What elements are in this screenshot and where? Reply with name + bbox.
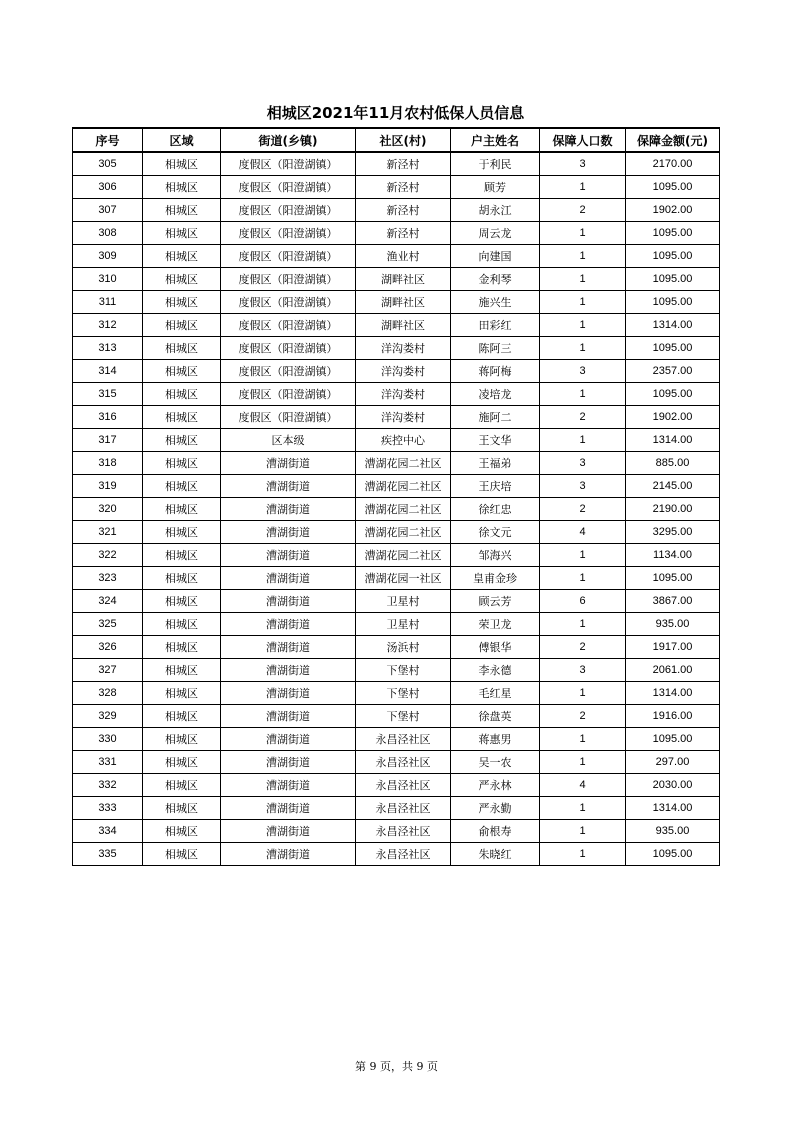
table-row xyxy=(73,521,720,544)
cell-amount: 1095.00 xyxy=(626,291,720,314)
column-header-street: 街道(乡镇) xyxy=(221,128,356,152)
cell-street: 漕湖街道 xyxy=(221,544,356,567)
cell-covered-persons: 1 xyxy=(540,751,626,774)
cell-amount: 1314.00 xyxy=(626,797,720,820)
cell-district: 相城区 xyxy=(143,245,221,268)
cell-district: 相城区 xyxy=(143,429,221,452)
cell-covered-persons: 1 xyxy=(540,843,626,866)
cell-householder: 荣卫龙 xyxy=(451,613,540,636)
cell-street: 度假区（阳澄湖镇） xyxy=(221,406,356,429)
cell-district: 相城区 xyxy=(143,567,221,590)
cell-district: 相城区 xyxy=(143,222,221,245)
cell-district: 相城区 xyxy=(143,636,221,659)
cell-serial: 333 xyxy=(73,797,143,820)
cell-district: 相城区 xyxy=(143,705,221,728)
cell-amount: 935.00 xyxy=(626,820,720,843)
cell-householder: 傅银华 xyxy=(451,636,540,659)
table-row xyxy=(73,590,720,613)
cell-community: 漕湖花园二社区 xyxy=(356,452,451,475)
table-body xyxy=(73,152,720,866)
cell-serial: 309 xyxy=(73,245,143,268)
cell-district: 相城区 xyxy=(143,613,221,636)
table-row xyxy=(73,222,720,245)
cell-district: 相城区 xyxy=(143,682,221,705)
cell-amount: 1095.00 xyxy=(626,268,720,291)
cell-amount: 885.00 xyxy=(626,452,720,475)
cell-community: 新泾村 xyxy=(356,222,451,245)
table-row xyxy=(73,843,720,866)
cell-community: 新泾村 xyxy=(356,176,451,199)
cell-amount: 1314.00 xyxy=(626,682,720,705)
cell-covered-persons: 1 xyxy=(540,291,626,314)
cell-amount: 1095.00 xyxy=(626,567,720,590)
cell-street: 漕湖街道 xyxy=(221,705,356,728)
cell-amount: 2030.00 xyxy=(626,774,720,797)
cell-district: 相城区 xyxy=(143,544,221,567)
cell-householder: 严永勤 xyxy=(451,797,540,820)
cell-covered-persons: 1 xyxy=(540,337,626,360)
cell-community: 湖畔社区 xyxy=(356,268,451,291)
cell-street: 度假区（阳澄湖镇） xyxy=(221,360,356,383)
cell-district: 相城区 xyxy=(143,498,221,521)
cell-householder: 向建国 xyxy=(451,245,540,268)
cell-district: 相城区 xyxy=(143,406,221,429)
cell-street: 漕湖街道 xyxy=(221,590,356,613)
table-row xyxy=(73,774,720,797)
cell-householder: 王庆培 xyxy=(451,475,540,498)
cell-community: 漕湖花园二社区 xyxy=(356,498,451,521)
cell-street: 度假区（阳澄湖镇） xyxy=(221,383,356,406)
cell-householder: 王文华 xyxy=(451,429,540,452)
cell-amount: 3295.00 xyxy=(626,521,720,544)
cell-serial: 331 xyxy=(73,751,143,774)
cell-covered-persons: 2 xyxy=(540,636,626,659)
table-row xyxy=(73,337,720,360)
cell-community: 卫星村 xyxy=(356,613,451,636)
table-row xyxy=(73,544,720,567)
cell-householder: 顾芳 xyxy=(451,176,540,199)
cell-street: 度假区（阳澄湖镇） xyxy=(221,337,356,360)
table-row xyxy=(73,406,720,429)
table-row xyxy=(73,360,720,383)
cell-householder: 于利民 xyxy=(451,152,540,176)
cell-community: 永昌泾社区 xyxy=(356,728,451,751)
page-footer: 第 9 页，共 9 页 xyxy=(355,1060,438,1073)
cell-householder: 胡永江 xyxy=(451,199,540,222)
cell-district: 相城区 xyxy=(143,659,221,682)
cell-covered-persons: 1 xyxy=(540,797,626,820)
table-row xyxy=(73,682,720,705)
cell-covered-persons: 1 xyxy=(540,728,626,751)
cell-serial: 321 xyxy=(73,521,143,544)
cell-serial: 326 xyxy=(73,636,143,659)
cell-amount: 1314.00 xyxy=(626,314,720,337)
table-row xyxy=(73,728,720,751)
table-row xyxy=(73,797,720,820)
table-row xyxy=(73,498,720,521)
column-header-community: 社区(村) xyxy=(356,128,451,152)
cell-serial: 308 xyxy=(73,222,143,245)
table-row xyxy=(73,291,720,314)
cell-householder: 朱晓红 xyxy=(451,843,540,866)
cell-covered-persons: 1 xyxy=(540,567,626,590)
cell-district: 相城区 xyxy=(143,774,221,797)
cell-serial: 323 xyxy=(73,567,143,590)
table-row xyxy=(73,314,720,337)
cell-covered-persons: 2 xyxy=(540,498,626,521)
cell-community: 下堡村 xyxy=(356,659,451,682)
header-row xyxy=(73,128,720,152)
cell-serial: 324 xyxy=(73,590,143,613)
cell-householder: 顾云芳 xyxy=(451,590,540,613)
cell-householder: 陈阿三 xyxy=(451,337,540,360)
cell-community: 洋沟娄村 xyxy=(356,406,451,429)
cell-serial: 325 xyxy=(73,613,143,636)
cell-street: 漕湖街道 xyxy=(221,636,356,659)
cell-amount: 1134.00 xyxy=(626,544,720,567)
cell-serial: 330 xyxy=(73,728,143,751)
cell-serial: 315 xyxy=(73,383,143,406)
cell-amount: 1095.00 xyxy=(626,176,720,199)
table-row xyxy=(73,152,720,176)
cell-covered-persons: 1 xyxy=(540,613,626,636)
cell-street: 漕湖街道 xyxy=(221,613,356,636)
column-header-district: 区域 xyxy=(143,128,221,152)
cell-householder: 金利琴 xyxy=(451,268,540,291)
cell-street: 度假区（阳澄湖镇） xyxy=(221,314,356,337)
cell-district: 相城区 xyxy=(143,728,221,751)
cell-amount: 2190.00 xyxy=(626,498,720,521)
cell-amount: 297.00 xyxy=(626,751,720,774)
cell-covered-persons: 2 xyxy=(540,705,626,728)
cell-serial: 327 xyxy=(73,659,143,682)
cell-district: 相城区 xyxy=(143,337,221,360)
cell-community: 永昌泾社区 xyxy=(356,797,451,820)
cell-covered-persons: 3 xyxy=(540,659,626,682)
cell-community: 湖畔社区 xyxy=(356,291,451,314)
cell-serial: 312 xyxy=(73,314,143,337)
cell-covered-persons: 1 xyxy=(540,222,626,245)
table-row xyxy=(73,751,720,774)
cell-community: 永昌泾社区 xyxy=(356,843,451,866)
cell-community: 永昌泾社区 xyxy=(356,820,451,843)
cell-street: 漕湖街道 xyxy=(221,567,356,590)
cell-householder: 李永德 xyxy=(451,659,540,682)
beneficiary-table xyxy=(72,127,720,866)
cell-street: 漕湖街道 xyxy=(221,682,356,705)
cell-serial: 319 xyxy=(73,475,143,498)
cell-householder: 周云龙 xyxy=(451,222,540,245)
cell-street: 度假区（阳澄湖镇） xyxy=(221,199,356,222)
cell-community: 永昌泾社区 xyxy=(356,751,451,774)
column-header-amount: 保障金额(元) xyxy=(626,128,720,152)
table-row xyxy=(73,452,720,475)
cell-community: 漕湖花园二社区 xyxy=(356,544,451,567)
cell-serial: 316 xyxy=(73,406,143,429)
cell-street: 漕湖街道 xyxy=(221,659,356,682)
cell-district: 相城区 xyxy=(143,152,221,176)
cell-covered-persons: 1 xyxy=(540,314,626,337)
cell-street: 漕湖街道 xyxy=(221,452,356,475)
cell-community: 漕湖花园二社区 xyxy=(356,475,451,498)
cell-covered-persons: 1 xyxy=(540,383,626,406)
cell-street: 漕湖街道 xyxy=(221,751,356,774)
cell-district: 相城区 xyxy=(143,452,221,475)
cell-householder: 徐文元 xyxy=(451,521,540,544)
table-row xyxy=(73,567,720,590)
table-row xyxy=(73,636,720,659)
cell-street: 漕湖街道 xyxy=(221,475,356,498)
cell-householder: 严永林 xyxy=(451,774,540,797)
cell-covered-persons: 2 xyxy=(540,199,626,222)
cell-street: 漕湖街道 xyxy=(221,820,356,843)
cell-amount: 1095.00 xyxy=(626,337,720,360)
cell-amount: 2357.00 xyxy=(626,360,720,383)
cell-serial: 329 xyxy=(73,705,143,728)
cell-amount: 1095.00 xyxy=(626,728,720,751)
cell-district: 相城区 xyxy=(143,291,221,314)
cell-amount: 1916.00 xyxy=(626,705,720,728)
cell-street: 漕湖街道 xyxy=(221,521,356,544)
cell-covered-persons: 1 xyxy=(540,544,626,567)
cell-community: 永昌泾社区 xyxy=(356,774,451,797)
cell-district: 相城区 xyxy=(143,820,221,843)
cell-district: 相城区 xyxy=(143,475,221,498)
cell-householder: 施阿二 xyxy=(451,406,540,429)
cell-street: 漕湖街道 xyxy=(221,498,356,521)
table-row xyxy=(73,383,720,406)
cell-householder: 皇甫金珍 xyxy=(451,567,540,590)
cell-community: 下堡村 xyxy=(356,705,451,728)
cell-covered-persons: 3 xyxy=(540,152,626,176)
cell-street: 度假区（阳澄湖镇） xyxy=(221,245,356,268)
cell-amount: 935.00 xyxy=(626,613,720,636)
cell-serial: 313 xyxy=(73,337,143,360)
cell-street: 度假区（阳澄湖镇） xyxy=(221,291,356,314)
table-row xyxy=(73,176,720,199)
cell-community: 汤浜村 xyxy=(356,636,451,659)
cell-householder: 蒋惠男 xyxy=(451,728,540,751)
table-row xyxy=(73,475,720,498)
cell-covered-persons: 3 xyxy=(540,360,626,383)
column-header-covered-persons: 保障人口数 xyxy=(540,128,626,152)
cell-street: 区本级 xyxy=(221,429,356,452)
cell-community: 疾控中心 xyxy=(356,429,451,452)
cell-amount: 1902.00 xyxy=(626,406,720,429)
cell-street: 漕湖街道 xyxy=(221,774,356,797)
cell-street: 漕湖街道 xyxy=(221,843,356,866)
cell-amount: 1917.00 xyxy=(626,636,720,659)
column-header-householder: 户主姓名 xyxy=(451,128,540,152)
cell-amount: 1095.00 xyxy=(626,843,720,866)
table-row xyxy=(73,268,720,291)
table-row xyxy=(73,199,720,222)
column-header-serial: 序号 xyxy=(73,128,143,152)
cell-serial: 314 xyxy=(73,360,143,383)
cell-householder: 毛红星 xyxy=(451,682,540,705)
cell-district: 相城区 xyxy=(143,199,221,222)
cell-amount: 1902.00 xyxy=(626,199,720,222)
cell-serial: 318 xyxy=(73,452,143,475)
cell-covered-persons: 3 xyxy=(540,475,626,498)
cell-covered-persons: 6 xyxy=(540,590,626,613)
cell-serial: 335 xyxy=(73,843,143,866)
cell-district: 相城区 xyxy=(143,843,221,866)
cell-amount: 2145.00 xyxy=(626,475,720,498)
cell-amount: 1095.00 xyxy=(626,245,720,268)
cell-district: 相城区 xyxy=(143,521,221,544)
cell-householder: 徐盘英 xyxy=(451,705,540,728)
table-header xyxy=(73,128,720,152)
cell-community: 新泾村 xyxy=(356,199,451,222)
cell-community: 漕湖花园二社区 xyxy=(356,521,451,544)
cell-community: 洋沟娄村 xyxy=(356,360,451,383)
cell-serial: 306 xyxy=(73,176,143,199)
cell-householder: 凌培龙 xyxy=(451,383,540,406)
cell-district: 相城区 xyxy=(143,383,221,406)
table-row xyxy=(73,820,720,843)
cell-street: 度假区（阳澄湖镇） xyxy=(221,268,356,291)
cell-amount: 2170.00 xyxy=(626,152,720,176)
cell-community: 洋沟娄村 xyxy=(356,383,451,406)
cell-householder: 俞根寿 xyxy=(451,820,540,843)
cell-street: 漕湖街道 xyxy=(221,797,356,820)
cell-covered-persons: 1 xyxy=(540,820,626,843)
cell-district: 相城区 xyxy=(143,176,221,199)
cell-serial: 322 xyxy=(73,544,143,567)
cell-covered-persons: 1 xyxy=(540,245,626,268)
cell-community: 漕湖花园一社区 xyxy=(356,567,451,590)
table-row xyxy=(73,245,720,268)
cell-serial: 320 xyxy=(73,498,143,521)
cell-street: 度假区（阳澄湖镇） xyxy=(221,152,356,176)
cell-district: 相城区 xyxy=(143,268,221,291)
table-row xyxy=(73,613,720,636)
cell-serial: 334 xyxy=(73,820,143,843)
cell-district: 相城区 xyxy=(143,314,221,337)
cell-district: 相城区 xyxy=(143,360,221,383)
cell-serial: 305 xyxy=(73,152,143,176)
cell-covered-persons: 3 xyxy=(540,452,626,475)
cell-serial: 332 xyxy=(73,774,143,797)
cell-householder: 徐红忠 xyxy=(451,498,540,521)
cell-covered-persons: 1 xyxy=(540,176,626,199)
table-row xyxy=(73,659,720,682)
cell-street: 度假区（阳澄湖镇） xyxy=(221,176,356,199)
cell-community: 渔业村 xyxy=(356,245,451,268)
cell-amount: 3867.00 xyxy=(626,590,720,613)
page-title: 相城区2021年11月农村低保人员信息 xyxy=(266,104,525,122)
cell-street: 度假区（阳澄湖镇） xyxy=(221,222,356,245)
cell-covered-persons: 1 xyxy=(540,682,626,705)
cell-community: 洋沟娄村 xyxy=(356,337,451,360)
cell-district: 相城区 xyxy=(143,751,221,774)
cell-serial: 311 xyxy=(73,291,143,314)
cell-covered-persons: 4 xyxy=(540,774,626,797)
cell-householder: 邹海兴 xyxy=(451,544,540,567)
cell-householder: 吴一农 xyxy=(451,751,540,774)
cell-covered-persons: 4 xyxy=(540,521,626,544)
cell-covered-persons: 2 xyxy=(540,406,626,429)
cell-householder: 田彩红 xyxy=(451,314,540,337)
cell-district: 相城区 xyxy=(143,590,221,613)
cell-covered-persons: 1 xyxy=(540,268,626,291)
cell-community: 新泾村 xyxy=(356,152,451,176)
table-row xyxy=(73,705,720,728)
cell-community: 下堡村 xyxy=(356,682,451,705)
cell-district: 相城区 xyxy=(143,797,221,820)
cell-serial: 310 xyxy=(73,268,143,291)
cell-householder: 王福弟 xyxy=(451,452,540,475)
cell-householder: 施兴生 xyxy=(451,291,540,314)
cell-street: 漕湖街道 xyxy=(221,728,356,751)
cell-amount: 1095.00 xyxy=(626,222,720,245)
cell-community: 卫星村 xyxy=(356,590,451,613)
cell-covered-persons: 1 xyxy=(540,429,626,452)
cell-serial: 317 xyxy=(73,429,143,452)
table-row xyxy=(73,429,720,452)
cell-community: 湖畔社区 xyxy=(356,314,451,337)
cell-amount: 1314.00 xyxy=(626,429,720,452)
cell-amount: 1095.00 xyxy=(626,383,720,406)
cell-serial: 307 xyxy=(73,199,143,222)
cell-householder: 蒋阿梅 xyxy=(451,360,540,383)
cell-serial: 328 xyxy=(73,682,143,705)
cell-amount: 2061.00 xyxy=(626,659,720,682)
